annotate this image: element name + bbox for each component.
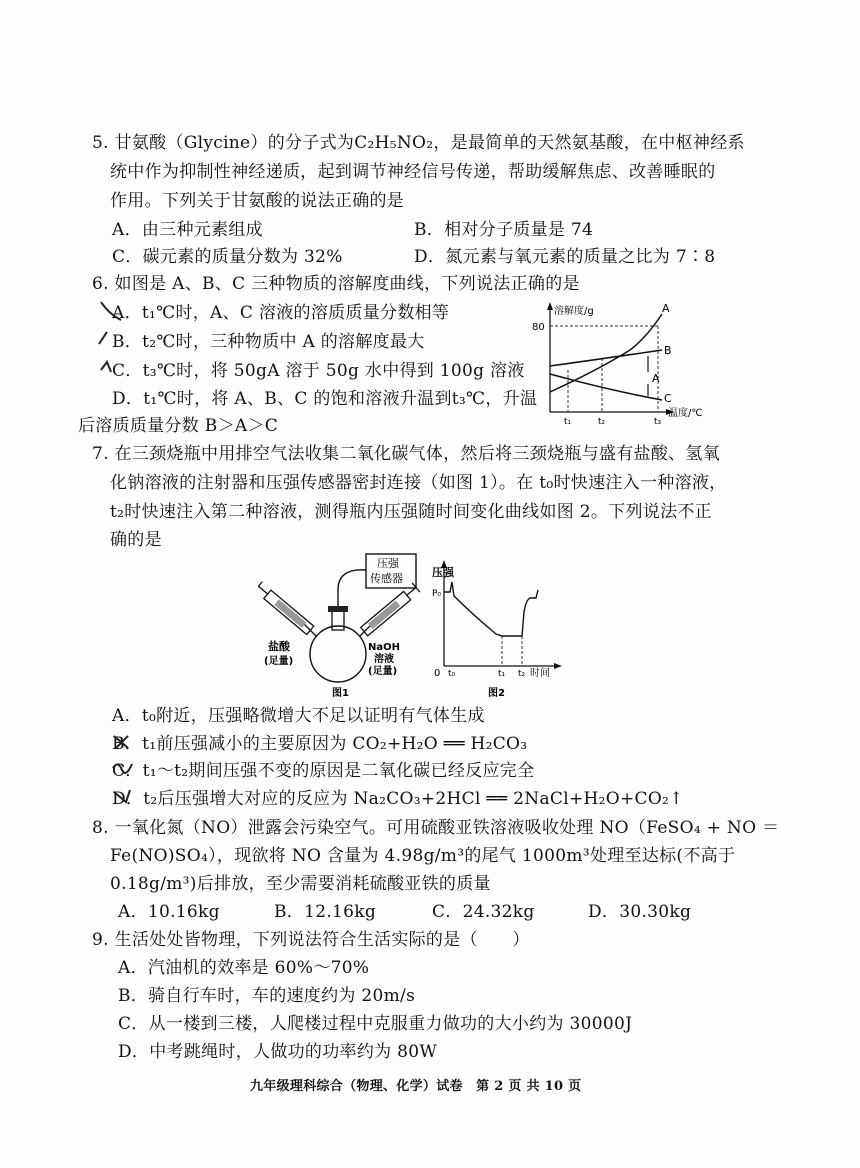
q9-option-c: C．从一楼到三楼，人爬楼过程中克服重力做功的大小约为 30000J [118, 1014, 633, 1034]
q5-option-a: A．由三种元素组成 [112, 220, 263, 240]
q7-stem-line2: 化钠溶液的注射器和压强传感器密封连接（如图 1）。在 t₀时快速注入一种溶液， [110, 473, 727, 493]
solubility-curve-graph [528, 300, 728, 430]
fig2-p0: P₀ [432, 589, 442, 599]
q9-option-b: B．骑自行车时，车的速度约为 20m/s [118, 986, 416, 1006]
figure-2-caption: 图2 [488, 688, 505, 699]
fig2-ylabel: 压强 [432, 566, 454, 579]
sensor-label-1: 压强 [377, 557, 399, 570]
figure-2-pressure-graph [432, 560, 572, 700]
q5-option-d: D．氮元素与氧元素的质量之比为 7∶8 [414, 247, 716, 267]
q6-option-d-line1: D．t₁℃时，将 A、B、C 的饱和溶液升温到t₃℃，升温 [112, 389, 538, 409]
fig2-xlabel: 时间 [530, 668, 550, 679]
q7-option-b: B．t₁前压强减小的主要原因为 CO₂+H₂O ══ H₂CO₃ [112, 734, 528, 754]
q7-option-d: D．t₂后压强增大对应的反应为 Na₂CO₃+2HCl ══ 2NaCl+H₂O+CO₂↑ [112, 789, 684, 809]
handwritten-marks-q6 [95, 298, 125, 418]
q8-option-d: D．30.30kg [588, 902, 692, 922]
fig2-origin: 0 [434, 668, 441, 679]
q6-stem: 6. 如图是 A、B、C 三种物质的溶解度曲线，下列说法正确的是 [92, 274, 580, 294]
q8-option-c: C．24.32kg [432, 902, 535, 922]
curve-c [550, 374, 662, 400]
sensor-label-2: 传感器 [370, 572, 403, 585]
q8-option-b: B．12.16kg [274, 902, 377, 922]
q6-option-c: C．t₃℃时，将 50gA 溶于 50g 水中得到 100g 溶液 [112, 361, 525, 381]
q6-option-d-line2: 后溶质质量分数 B＞A＞C [78, 416, 279, 436]
q5-stem-line1: 5. 甘氨酸（Glycine）的分子式为C₂H₅NO₂，是最简单的天然氨基酸，在中枢神经系 [92, 133, 745, 153]
q5-stem-line3: 作用。下列关于甘氨酸的说法正确的是 [110, 191, 405, 211]
graph-t2: t₂ [598, 417, 606, 427]
graph-ylabel: 溶解度/g [554, 306, 594, 317]
naoh-label: NaOH [368, 642, 400, 653]
three-neck-flask [310, 626, 366, 682]
q7-option-c: C．t₁～t₂期间压强不变的原因是二氧化碳已经反应完全 [112, 761, 535, 781]
curve-b-label: B [664, 344, 672, 357]
handwritten-marks-q7 [110, 730, 140, 816]
pressure-curve [444, 582, 538, 636]
q7-stem-line1: 7. 在三颈烧瓶中用排空气法收集二氧化碳气体，然后将三颈烧瓶与盛有盐酸、氢氧 [92, 444, 721, 464]
hcl-label: 盐酸 [268, 640, 290, 653]
q5-option-c: C．碳元素的质量分数为 32% [112, 247, 343, 267]
graph-t3: t₃ [654, 417, 662, 427]
q7-stem-line4: 确的是 [110, 530, 162, 550]
q8-stem-line2: Fe(NO)SO₄），现欲将 NO 含量为 4.98g/m³的尾气 1000m³处理至达标(不高于 [110, 846, 736, 866]
naoh-solution-label: 溶液 [374, 654, 394, 665]
q6-option-b: B．t₂℃时，三种物质中 A 的溶解度最大 [112, 332, 425, 352]
handwritten-a: A [652, 372, 660, 385]
q9-stem: 9. 生活处处皆物理，下列说法符合生活实际的是（ ） [92, 930, 530, 950]
q5-option-b: B．相对分子质量是 74 [414, 220, 594, 240]
graph-y80: 80 [532, 322, 545, 333]
fig2-t1: t₁ [498, 669, 506, 679]
q9-option-a: A．汽油机的效率是 60%～70% [118, 958, 370, 978]
q8-option-a: A．10.16kg [118, 902, 220, 922]
figure-1-caption: 图1 [332, 688, 349, 699]
graph-t1: t₁ [564, 417, 572, 427]
curve-a-label: A [662, 302, 670, 315]
fig2-t0: t₀ [448, 669, 456, 679]
q7-option-a: A．t₀附近，压强略微增大不足以证明有气体生成 [112, 706, 485, 726]
q8-stem-line3: 0.18g/m³)后排放，至少需要消耗硫酸亚铁的质量 [110, 874, 491, 894]
q7-stem-line3: t₂时快速注入第二种溶液，测得瓶内压强随时间变化曲线如图 2。下列说法不正 [110, 502, 712, 522]
q9-option-d: D．中考跳绳时，人做功的功率约为 80W [118, 1042, 438, 1062]
figure-1-apparatus [258, 550, 428, 700]
naoh-amount: (足量) [368, 666, 398, 677]
hcl-amount: (足量) [264, 656, 294, 667]
graph-xlabel: 温度/℃ [668, 408, 703, 419]
curve-c-label: C [664, 392, 672, 405]
q8-stem-line1: 8. 一氧化氮（NO）泄露会污染空气。可用硫酸亚铁溶液吸收处理 NO（FeSO₄ + NO ＝ [92, 818, 780, 838]
q6-option-a: A．t₁℃时，A、C 溶液的溶质质量分数相等 [112, 303, 450, 323]
q5-stem-line2: 统中作为抑制性神经递质，起到调节神经信号传递，帮助缓解焦虑、改善睡眠的 [110, 162, 716, 182]
fig2-t2: t₂ [518, 669, 526, 679]
page-footer: 九年级理科综合（物理、化学）试卷 第 2 页 共 10 页 [250, 1079, 582, 1094]
